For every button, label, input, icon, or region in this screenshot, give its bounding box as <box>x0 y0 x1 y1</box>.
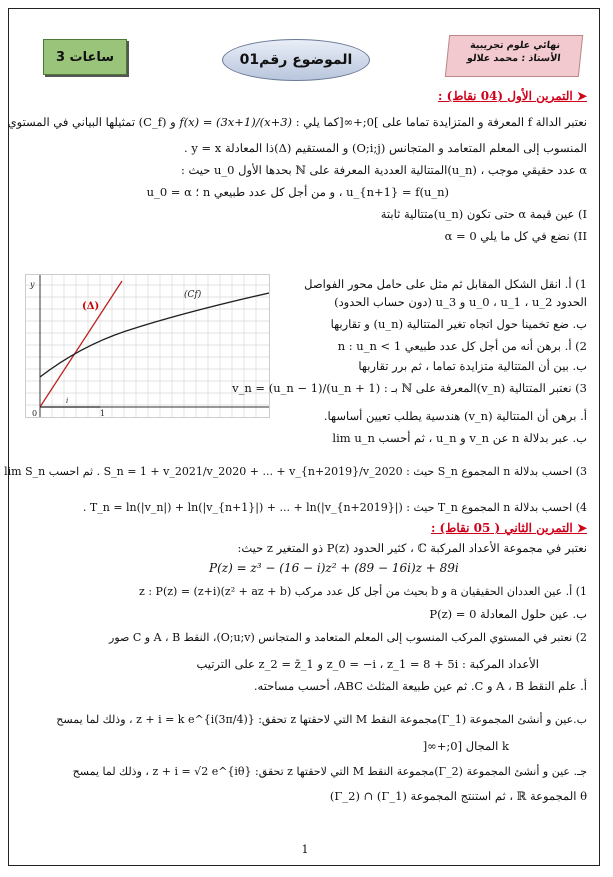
ex1-sum-t: 4) احسب بدلالة n المجموع T_n حيث : T_n = ln(|v_n|) + ln(|v_{n+1}|) + ... + ln(|v_{n+2019}|) . <box>82 501 587 514</box>
ex1-line-1: نعتبر الدالة f المعرفة و المتزايدة تماما على ]0;+∞[كما يلي : f(x) = (3x+1)/(x+3) و (C_f) تمثيلها البياني في المستوي <box>7 115 587 129</box>
ex1-q1a: 1) أ. انقل الشكل المقابل ثم مثل على حامل محور الفواصل <box>304 277 587 291</box>
ex1-sum-s: 3) احسب بدلالة n المجموع S_n حيث : S_n = 1 + v_2021/v_2020 + ... + v_{n+2019}/v_2020 . ثم احسب lim S_n <box>4 465 587 478</box>
i-label: i <box>66 397 69 405</box>
teacher-label: الأستاذ : محمد علالو <box>466 53 562 64</box>
ex1-q2a: 2) أ. برهن أنه من أجل كل عدد طبيعي n : u_n < 1 <box>337 339 587 353</box>
ex1-recurrence: u_{n+1} = f(u_n) ، و من أجل كل عدد طبيعي n ؛ u_0 = α <box>146 185 449 199</box>
ex2-q2a: أ. علم النقط A ، B و C. ثم عين طبيعة المثلث ABC، أحسب مساحته. <box>253 679 587 693</box>
delta-label: (Δ) <box>82 301 100 312</box>
ex2-q2c-set: θ المجموعة ℝ ، ثم استنتج المجموعة (Γ_1) ∩ (Γ_2) <box>329 789 587 803</box>
level-label: نهائي علوم تجريبية <box>469 40 561 51</box>
origin-label: 0 <box>32 409 38 418</box>
cf-curve <box>40 293 269 377</box>
ex2-intro: نعتبر في مجموعة الأعداد المركبة ℂ ، كثير الحدود P(z) ذو المتغير z حيث: <box>237 541 587 555</box>
ex1-q1b: ب. ضع تخمينا حول اتجاه تغير المتتالية (u_n) و تقاربها <box>330 317 587 331</box>
ex2-q1b: ب. عين حلول المعادلة P(z) = 0 <box>429 607 587 621</box>
exercise-2-title: ➤ التمرين الثاني ( 05 نقاط) : <box>430 521 587 535</box>
ex1-question-I: I) عين قيمة α حتى تكون (u_n)متتالية ثابتة <box>380 207 587 221</box>
x-tick-one: 1 <box>100 409 106 418</box>
ex2-q2: 2) نعتبر في المستوي المركب المنسوب إلى المعلم المتعامد و المتجانس (O;u;v)، النقط A ، B و C صور <box>109 631 587 644</box>
author-box <box>445 35 583 77</box>
ex1-question-II: II) نضع في كل ما يلي α = 0 <box>444 229 587 243</box>
topic-title: الموضوع رقم01 <box>222 39 370 81</box>
ex1-q3a: أ. برهن أن المتتالية (v_n) هندسية يطلب تعيين أساسها. <box>323 409 587 423</box>
ex1-line-2: المنسوب إلى المعلم المتعامد و المتجانس (O;i;j) و المستقيم (Δ)ذا المعادلة y = x . <box>184 141 587 155</box>
ex2-q1a: 1) أ. عين العددان الحقيقيان a و b بحيث من أجل كل عدد مركب z : P(z) = (z+i)(z² + az + b) <box>139 585 587 598</box>
cf-label: (Cf) <box>184 290 202 300</box>
ex1-q3b: ب. عبر بدلالة n عن v_n و u_n ، ثم أحسب lim u_n <box>332 431 587 445</box>
ex1-q3: 3) نعتبر المتتالية (v_n)المعرفة على ℕ بـ : v_n = (u_n − 1)/(u_n + 1) <box>232 381 587 395</box>
duration-badge: 3 ساعات <box>43 39 127 75</box>
ex2-q2c: جـ. عين و أنشئ المجموعة (Γ_2)مجموعة النقط M التي لاحقتها z تحقق: z + i = √2 e^{iθ} ، وذلك لما يمسح <box>72 765 587 778</box>
graph-grid <box>26 275 269 417</box>
exercise-1-title: ➤ التمرين الأول (04 نقاط) : <box>438 89 587 103</box>
page-number: 1 <box>301 843 309 856</box>
y-axis-label: y <box>30 280 35 289</box>
ex2-q2b-range: k المجال [0;+∞[ <box>422 739 509 753</box>
ex1-line-3: α عدد حقيقي موجب ، (u_n)المتتالية العددية المعرفة على ℕ بحدها الأول u_0 حيث : <box>180 163 587 177</box>
ex2-q2-values: الأعداد المركبة : z_0 = −i ، z_1 = 8 + 5i و z_2 = z̄_1 على الترتيب <box>196 657 539 671</box>
exam-page <box>4 8 600 866</box>
function-graph <box>25 274 270 418</box>
ex1-q2b: ب. بين أن المتتالية متزايدة تماما ، ثم برر تقاربها <box>358 359 587 373</box>
ex1-q1a-terms: الحدود u_0 ، u_1 ، u_2 و u_3 (دون حساب الحدود) <box>334 295 587 309</box>
ex2-q2b: ب.عين و أنشئ المجموعة (Γ_1)مجموعة النقط M التي لاحقتها z تحقق: z + i = k e^{i(3π/4)} ، وذلك لما يمسح <box>56 713 587 726</box>
ex2-polynomial: P(z) = z³ − (16 − i)z² + (89 − 16i)z + 89i <box>209 561 459 575</box>
